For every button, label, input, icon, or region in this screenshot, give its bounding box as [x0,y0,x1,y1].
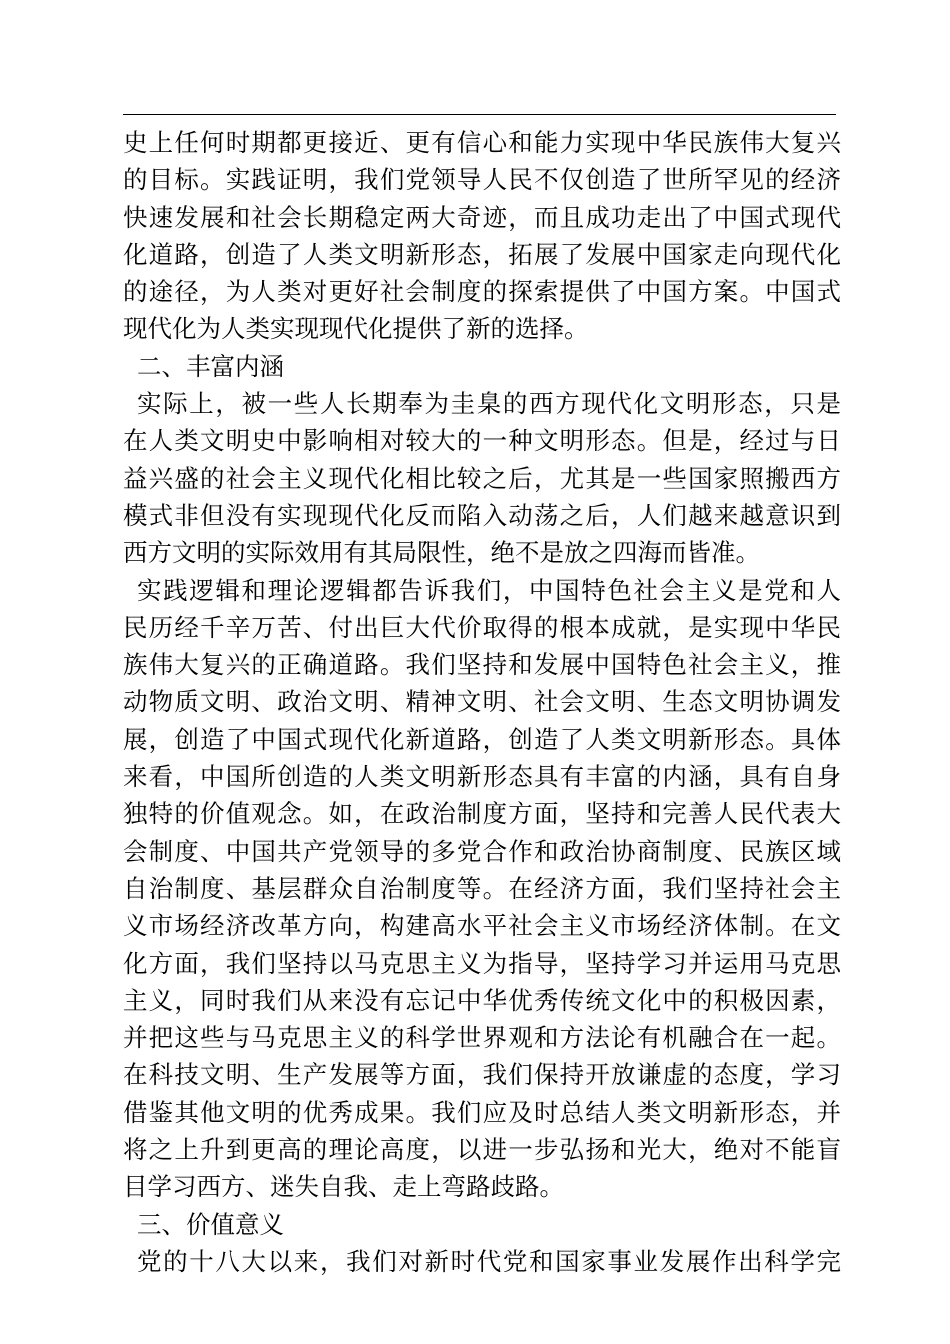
text-line: 独特的价值观念。如，在政治制度方面，坚持和完善人民代表大 [123,799,841,829]
text-line: 主义，同时我们从来没有忘记中华优秀传统文化中的积极因素， [123,985,841,1015]
text-line: 来看，中国所创造的人类文明新形态具有丰富的内涵，具有自身 [123,762,841,792]
text-line: 动物质文明、政治文明、精神文明、社会文明、生态文明协调发 [123,687,841,717]
text-line: 义市场经济改革方向，构建高水平社会主义市场经济体制。在文 [123,911,841,941]
text-line: 快速发展和社会长期稳定两大奇迹，而且成功走出了中国式现代 [123,202,841,232]
text-line: 目学习西方、迷失自我、走上弯路歧路。 [123,1172,564,1202]
text-line: 并把这些与马克思主义的科学世界观和方法论有机融合在一起。 [123,1023,841,1053]
text-line: 借鉴其他文明的优秀成果。我们应及时总结人类文明新形态，并 [123,1097,841,1127]
text-line: 民历经千辛万苦、付出巨大代价取得的根本成就，是实现中华民 [123,612,841,642]
text-line: 史上任何时期都更接近、更有信心和能力实现中华民族伟大复兴 [123,128,841,157]
header-rule [123,114,836,115]
text-line: 的途径，为人类对更好社会制度的探索提供了中国方案。中国式 [123,277,841,307]
text-line: 模式非但没有实现现代化反而陷入动荡之后，人们越来越意识到 [123,500,841,530]
text-line: 西方文明的实际效用有其局限性，绝不是放之四海而皆准。 [123,538,760,568]
text-line: 实践逻辑和理论逻辑都告诉我们，中国特色社会主义是党和人 [137,575,841,605]
document-body [123,124,841,1280]
text-line: 展，创造了中国式现代化新道路，创造了人类文明新形态。具体 [123,724,841,754]
text-line: 会制度、中国共产党领导的多党合作和政治协商制度、民族区域 [123,836,841,866]
text-line: 自治制度、基层群众自治制度等。在经济方面，我们坚持社会主 [123,873,841,903]
text-line: 现代化为人类实现现代化提供了新的选择。 [123,314,589,344]
text-line: 将之上升到更高的理论高度，以进一步弘扬和光大，绝对不能盲 [123,1135,841,1165]
text-line: 在人类文明史中影响相对较大的一种文明形态。但是，经过与日 [123,426,841,456]
text-line: 二、丰富内涵 [137,351,284,381]
text-line: 实际上，被一些人长期奉为圭臬的西方现代化文明形态，只是 [137,389,841,419]
text-line: 三、价值意义 [137,1209,284,1239]
text-line: 益兴盛的社会主义现代化相比较之后，尤其是一些国家照搬西方 [123,463,841,493]
text-line: 族伟大复兴的正确道路。我们坚持和发展中国特色社会主义，推 [123,650,841,680]
text-line: 的目标。实践证明，我们党领导人民不仅创造了世所罕见的经济 [123,165,841,195]
text-line: 化方面，我们坚持以马克思主义为指导，坚持学习并运用马克思 [123,948,841,978]
text-line: 在科技文明、生产发展等方面，我们保持开放谦虚的态度，学习 [123,1060,841,1090]
text-line: 党的十八大以来，我们对新时代党和国家事业发展作出科学完 [137,1246,841,1276]
text-line: 化道路，创造了人类文明新形态，拓展了发展中国家走向现代化 [123,239,841,269]
